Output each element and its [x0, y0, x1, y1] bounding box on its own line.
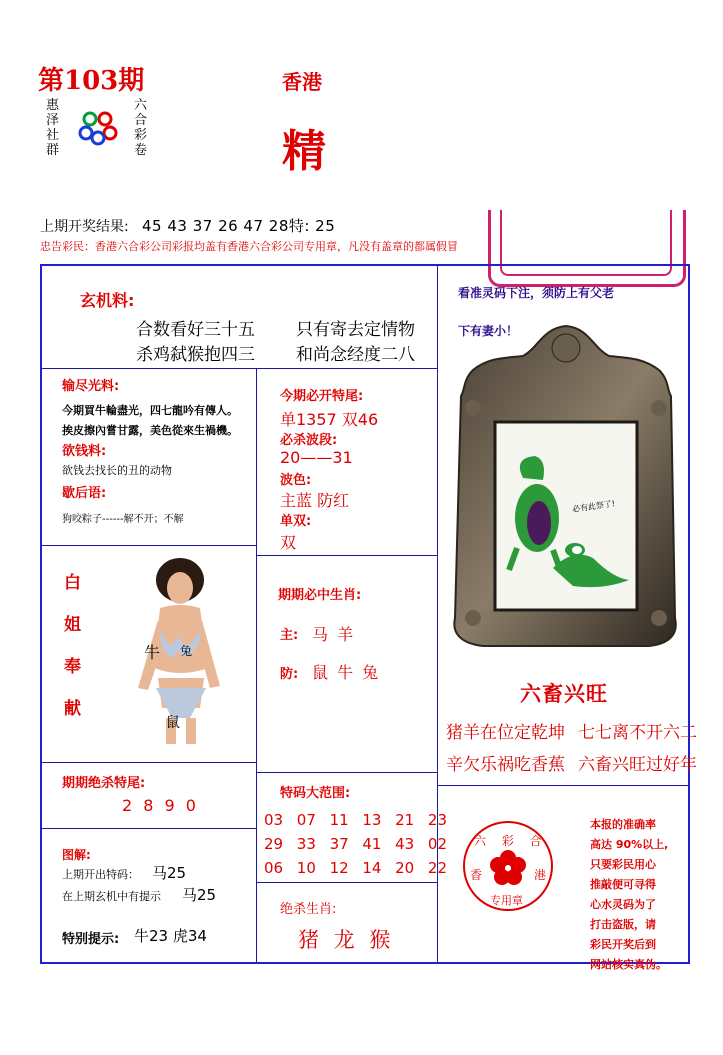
brand-left-text: 惠泽社群	[46, 98, 60, 158]
fanwei-row	[264, 832, 456, 856]
seal-left-text: 香	[470, 868, 483, 882]
fanwei-cell: 21	[395, 811, 415, 829]
baijie-char: 姐	[64, 615, 81, 635]
right-tip-line2: 下有妻小！	[458, 324, 519, 338]
right-tip-line1: 看准灵码下注，须防上有父老	[458, 286, 615, 300]
baijie-vertical-text	[64, 562, 84, 730]
shengxiao-fang: 鼠 牛 兔	[312, 663, 381, 682]
seal-right-text: 港	[534, 868, 547, 882]
fanwei-cell: 22	[427, 859, 447, 877]
qian-title: 欲钱料:	[62, 444, 107, 459]
tip-label: 特别提示:	[62, 932, 120, 947]
jueshao-value: 猪 龙 猴	[298, 928, 395, 952]
accuracy-line: 彩民开奖后到	[590, 938, 656, 951]
last-result-label: 上期开奖结果:	[40, 219, 129, 235]
accuracy-line: 本报的准确率	[590, 818, 656, 831]
fanwei-cell: 11	[329, 811, 349, 829]
xuanji-line2b: 和尚念经度二八	[296, 345, 415, 365]
xuanji-line1b: 只有寄去定情物	[296, 320, 415, 340]
lotto-logo-icon	[78, 108, 118, 148]
xuanji-line1a: 合数看好三十五	[136, 320, 255, 340]
shuchi-line2: 挨皮擦內嘗甘露，美色從來生禍機。	[62, 424, 238, 437]
bizhong-bo-title: 必杀波段:	[280, 433, 338, 448]
poem-line1b: 七七离不开六二	[578, 723, 697, 743]
poem-line2b: 六畜兴旺过好年	[578, 755, 697, 775]
photo-tag-tu: 兔	[180, 644, 193, 658]
fanwei-cell: 13	[362, 811, 382, 829]
ornate-mirror-frame-image	[443, 318, 689, 658]
bizhong-ds-title: 单双:	[280, 514, 312, 529]
brand-right-text: 六合彩卷	[134, 98, 148, 158]
baijie-char: 白	[64, 573, 81, 593]
fanwei-cell: 20	[395, 859, 415, 877]
fanwei-cell: 29	[264, 835, 284, 853]
fanwei-cell: 41	[362, 835, 382, 853]
xie-title: 歇后语:	[62, 486, 107, 501]
seal-bottom-text: 专用章	[490, 894, 523, 907]
fanwei-cell: 33	[296, 835, 316, 853]
shengxiao-fang-label: 防:	[280, 667, 299, 682]
fanwei-cell: 02	[427, 835, 447, 853]
fanwei-cell: 03	[264, 811, 284, 829]
tujie-title: 图解:	[62, 848, 91, 862]
fanwei-grid	[264, 808, 456, 880]
bizhong-title: 今期必开特尾:	[280, 389, 364, 404]
accuracy-line: 高达 90%以上,	[590, 838, 669, 851]
poem-line1a: 猪羊在位定乾坤	[446, 723, 565, 743]
accuracy-notice	[590, 815, 686, 975]
tujie-line1-value: 马25	[152, 864, 187, 882]
bizhong-bo-range: 20——31	[280, 448, 353, 467]
shengxiao-main-label: 主:	[280, 628, 299, 643]
xuanji-title: 玄机料:	[80, 291, 135, 310]
bizhong-dan: 单1357 双46	[280, 410, 379, 429]
qian-text: 欲钱去找长的丑的动物	[62, 464, 172, 477]
baijie-char: 献	[64, 699, 81, 719]
fanwei-row	[264, 808, 456, 832]
photo-tag-niu: 牛	[144, 643, 161, 662]
jueshawei-title: 期期绝杀特尾:	[62, 776, 146, 791]
tujie-line1-label: 上期开出特码：	[62, 868, 139, 881]
fanwei-cell: 07	[296, 811, 316, 829]
poem-line2a: 辛欠乐祸吃香蕉	[446, 755, 565, 775]
shengxiao-title: 期期必中生肖:	[278, 588, 362, 603]
jueshawei-value: 2 8 9 0	[122, 796, 199, 815]
fanwei-row	[264, 856, 456, 880]
fanwei-cell: 10	[296, 859, 316, 877]
last-result-numbers: 45 43 37 26 47 28特: 25	[142, 217, 336, 235]
tujie-line2-label: 在上期玄机中有提示	[62, 890, 161, 903]
fanwei-cell: 37	[329, 835, 349, 853]
shengxiao-main: 马 羊	[312, 625, 356, 644]
accuracy-line: 打击盗版，请	[590, 918, 656, 931]
bizhong-ds-text: 双	[280, 533, 297, 552]
accuracy-line: 心水灵码为了	[590, 898, 656, 911]
tip-value: 牛23 虎34	[134, 927, 207, 945]
fanwei-cell: 06	[264, 859, 284, 877]
photo-tag-shu: 鼠	[166, 715, 180, 731]
accuracy-line: 推敲便可寻得	[590, 878, 656, 891]
title-big-char: 精	[282, 126, 326, 177]
decorative-pink-frame-inner	[500, 210, 672, 276]
bizhong-color-text: 主蓝 防红	[280, 491, 350, 510]
fanwei-cell: 12	[329, 859, 349, 877]
xuanji-line2a: 杀鸡弑猴抱四三	[136, 345, 255, 365]
jueshao-title: 绝杀生肖:	[280, 902, 337, 917]
fanwei-cell: 23	[427, 811, 447, 829]
right-banner: 六畜兴旺	[520, 682, 608, 706]
cartoon-speech-text: 必有此祭了!	[571, 499, 616, 514]
fanwei-cell: 43	[395, 835, 415, 853]
tujie-line2-value: 马25	[182, 886, 217, 904]
fanwei-cell: 14	[362, 859, 382, 877]
fanwei-title: 特码大范围:	[280, 786, 351, 801]
accuracy-line: 网站核实真伪。	[590, 958, 667, 971]
shuchi-line1: 今期買牛輪盡光，四七龍吟有傳人。	[62, 404, 238, 417]
seal-top-text: 六 彩 合	[474, 834, 548, 848]
bizhong-color-title: 波色:	[280, 473, 312, 488]
xie-text: 狗咬粽子------解不开；不解	[62, 514, 184, 525]
warning-text: 忠告彩民：香港六合彩公司彩报均盖有香港六合彩公司专用章，凡没有盖章的都属假冒	[40, 240, 458, 253]
accuracy-line: 只要彩民用心	[590, 858, 656, 871]
baijie-char: 奉	[64, 657, 81, 677]
region-label: 香港	[282, 70, 322, 94]
issue-number: 第103期	[38, 66, 145, 96]
shuchi-title: 输尽光料:	[62, 379, 120, 394]
